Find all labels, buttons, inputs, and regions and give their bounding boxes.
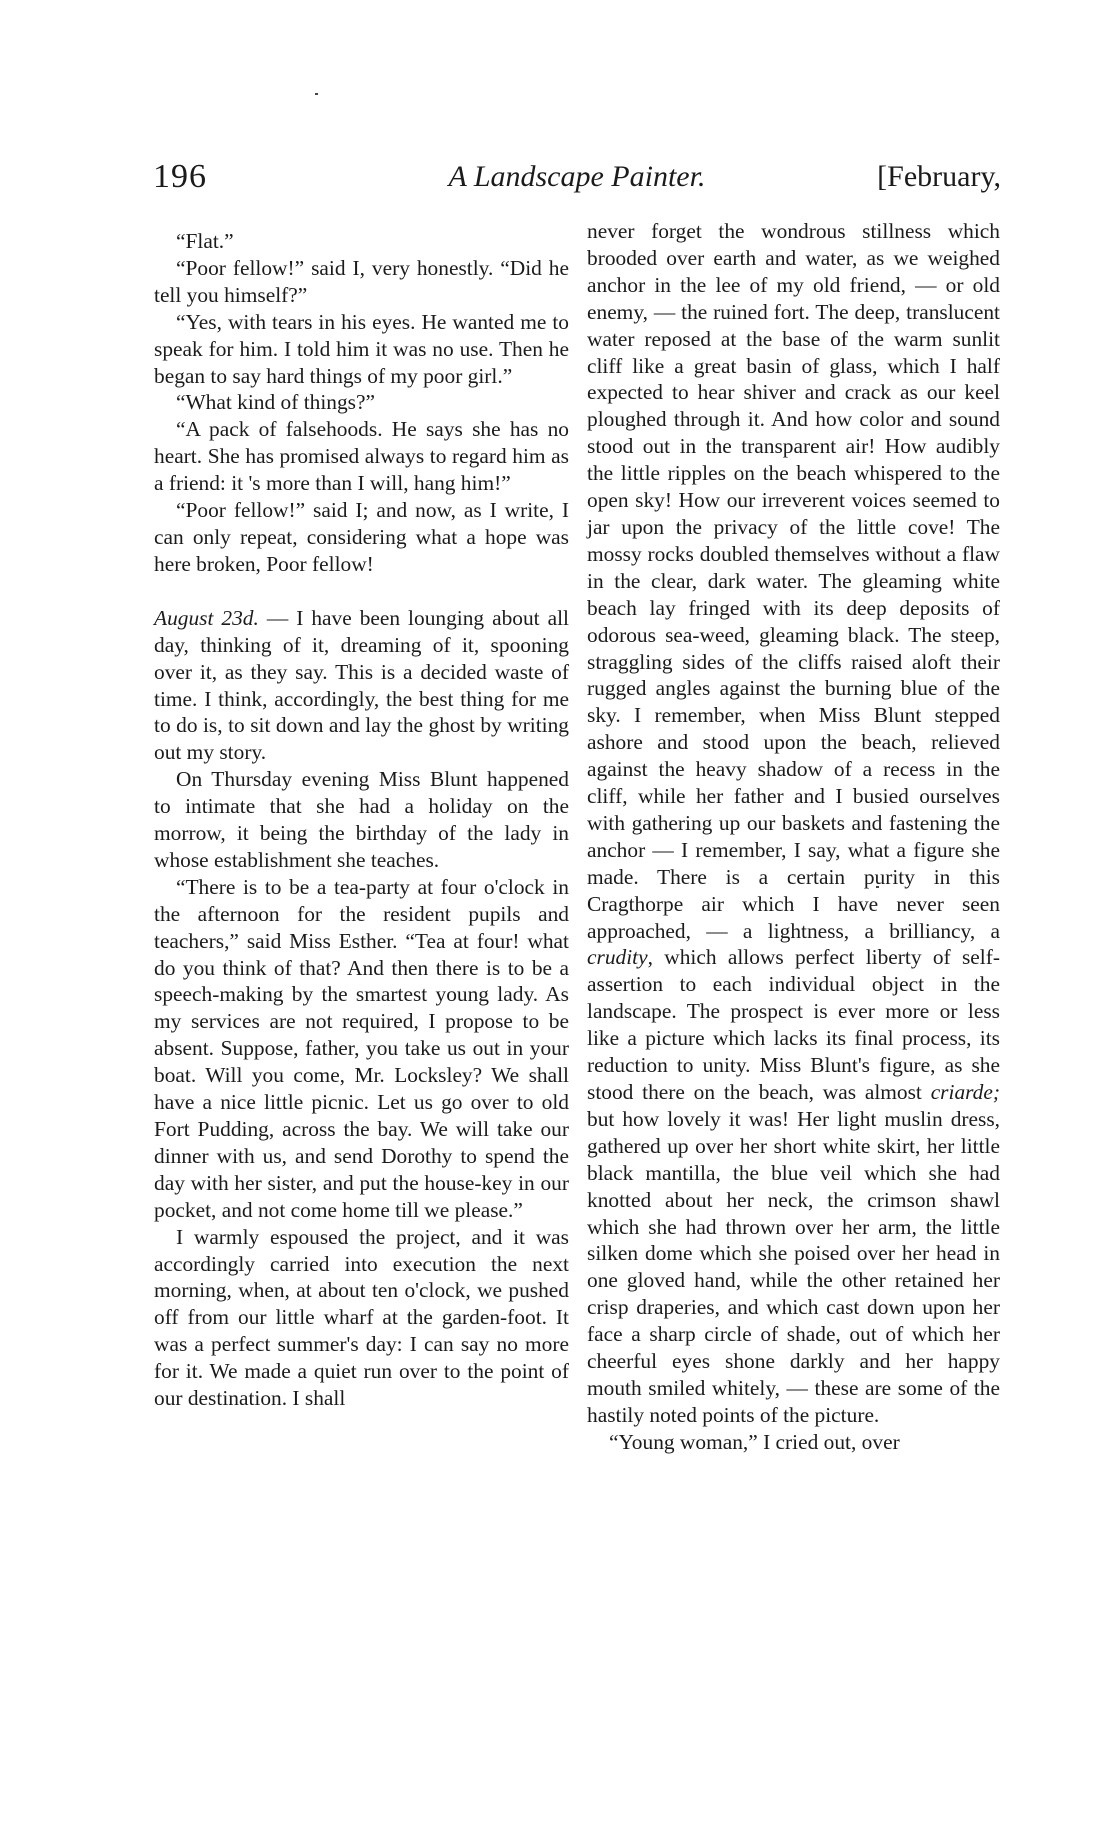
paragraph: “Poor fellow!” said I, very honestly. “Did he tell you himself?” [154,255,569,307]
paragraph: I warmly espoused the project, and it was accordingly carried into execution the next morning, when, at about ten o'clock, we pushed off from our little wharf at the garden-foot. It was a perfect summer's day: I can say no more for it. We made a quiet run over to the point of our destination. I shall [154,1224,569,1411]
running-header [153,158,1001,208]
ink-speck [315,93,318,95]
diary-entry [154,605,569,766]
paragraph [587,218,1000,1429]
paragraph: “Young woman,” I cried out, over [609,1429,900,1454]
text-run: but how lovely it was! Her light muslin dress, gathered up over her short white skirt, her little black mantilla, the blue veil which she had knotted about her neck, the crimson shawl which she had thrown over her arm, the little silken dome which she poised over her head in one gloved hand, while the other retained her crisp draperies, and which cast down upon her face a sharp circle of shade, out of which her cheerful eyes shone darkly and her happy mouth smiled whitely, — these are some of the hastily noted points of the picture. [587,1106,1000,1427]
diary-text: — I have been lounging about all day, thinking of it, dreaming of it, spooning over it, as they say. This is a decided waste of time. I think, accordingly, the best thing for me to do is, to sit down and lay the ghost by writing out my story. [154,605,569,765]
text-run: never forget the wondrous stillness which brooded over earth and water, as we weighed anchor in the lee of my old friend, — or old enemy, — the ruined fort. The deep, translucent water reposed at the base of the warm sunlit cliff like a great basin of glass, which I half expected to hear shiver and crack as our keel ploughed through it. And how color and sound stood out in the transparent air! How audibly the little ripples on the beach whispered to the open sky! How our irreverent voices seemed to jar upon the privacy of the little cove! The mossy rocks doubled themselves without a flaw in the clear, dark water. The gleaming white beach lay fringed with its deep deposits of odorous sea-weed, gleaming black. The steep, straggling sides of the cliffs raised aloft their rugged angles against the burning blue of the sky. I remember, when Miss Blunt stepped ashore and stood upon the beach, relieved against the heavy shadow of a recess in the cliff, while her father and I busied ourselves with gathering up our baskets and fastening the anchor — I remember, I say, what a figure she made. There is a certain purity in this Cragthorpe air which I have never seen approached, — a lightness, a brilliancy, a [587,219,1000,943]
left-column [154,228,569,1412]
paragraph: “A pack of falsehoods. He says she has no heart. She has promised always to regard him as a friend: it 's more than I will, hang him!” [154,417,569,496]
issue-date: [February, [877,160,1001,193]
right-column [587,218,1000,1456]
paragraph: “Flat.” [176,229,234,253]
paragraph: “What kind of things?” [176,390,375,415]
italic-word: criarde; [930,1080,1000,1104]
text-run: , which allows perfect liberty of self-assertion to each individual object in the landscape. The prospect is ever more or less like a picture which lacks its final process, its reduction to unity. Miss Blunt's figure, as she stood there on the beach, was almost [587,945,1000,1104]
diary-date: August 23d. [154,605,259,630]
paragraph: “Poor fellow!” said I; and now, as I write, I can only repeat, considering what a hope was here broken, Poor fellow! [154,498,569,576]
running-title: A Landscape Painter. [448,160,706,193]
page-number: 196 [153,158,207,195]
paragraph: On Thursday evening Miss Blunt happened to intimate that she had a holiday on the morrow, it being the birthday of the lady in whose establishment she teaches. [154,767,569,872]
paragraph: “There is to be a tea-party at four o'clock in the afternoon for the resident pupils and teachers,” said Miss Esther. “Tea at four! what do you think of that? And then there is to be a speech-making by the smartest young lady. As my services are not required, I propose to be absent. Suppose, father, you take us out in your boat. Will you come, Mr. Locksley? We shall have a nice little picnic. Let us go over to old Fort Pudding, across the bay. We will take our dinner with us, and send Dorothy to spend the day with her sister, and put the house-key in our pocket, and not come home till we please.” [154,874,569,1222]
italic-word: crudity [587,945,648,970]
paragraph: “Yes, with tears in his eyes. He wanted me to speak for him. I told him it was no use. Then he began to say hard things of my poor girl.” [154,309,569,388]
